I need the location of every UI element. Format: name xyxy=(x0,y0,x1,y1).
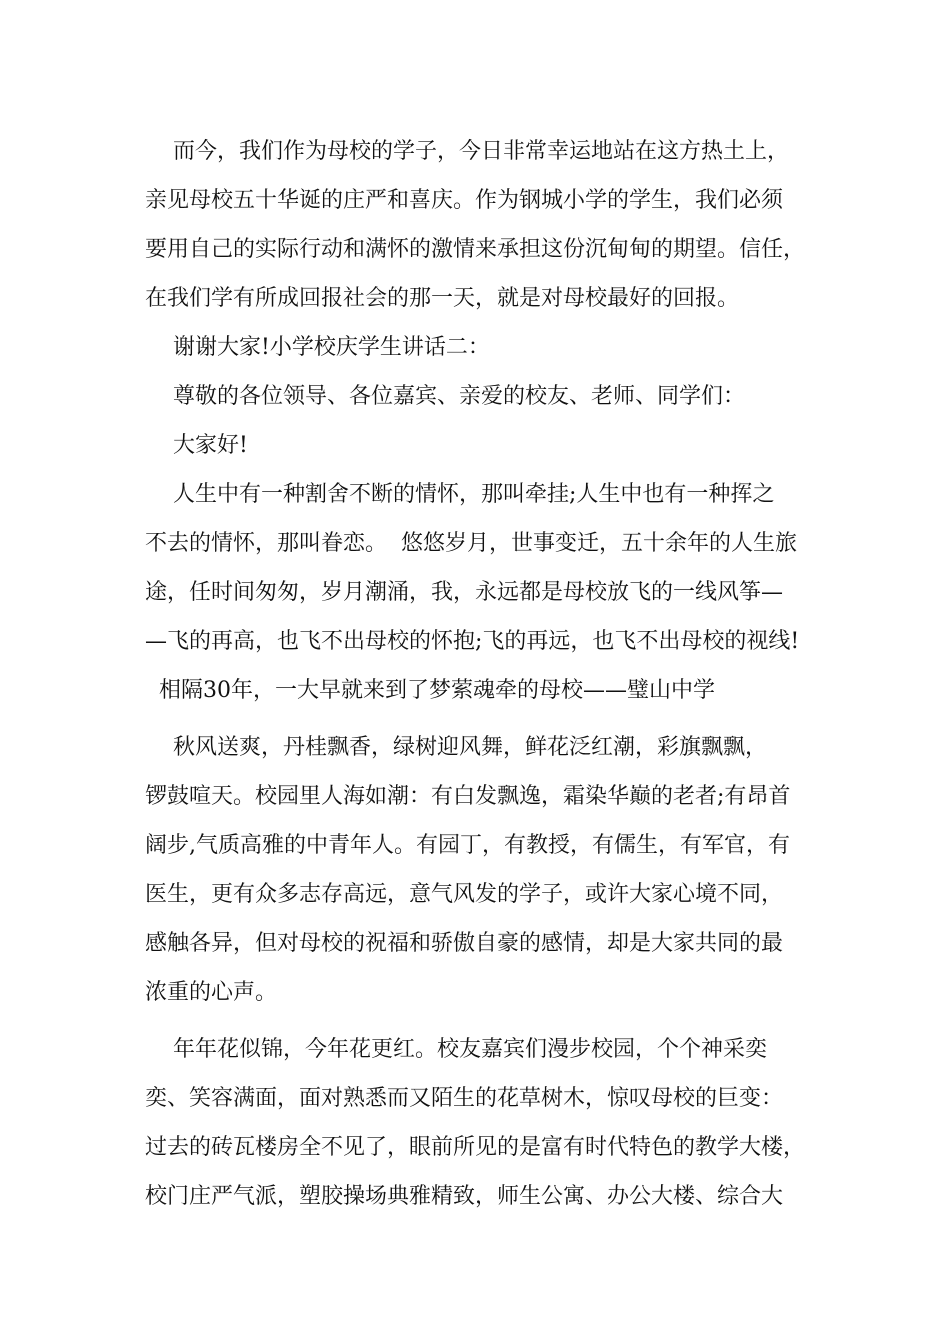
text-line: 医生，更有众多志存高远，意气风发的学子，或许大家心境不同， xyxy=(145,882,784,907)
text-line: —飞的再高，也飞不出母校的怀抱;飞的再远，也飞不出母校的视线! xyxy=(145,629,800,654)
paragraph xyxy=(145,127,835,323)
paragraph xyxy=(145,723,835,1017)
paragraph-gap xyxy=(145,1017,835,1025)
text-line: 感触各异，但对母校的祝福和骄傲自豪的感情，却是大家共同的最 xyxy=(145,931,784,956)
text-line: 浓重的心声。 xyxy=(145,980,278,1005)
text-line: 要用自己的实际行动和满怀的激情来承担这份沉甸甸的期望。信任， xyxy=(145,237,806,262)
text-line: 亲见母校五十华诞的庄严和喜庆。作为钢城小学的学生，我们必须 xyxy=(145,188,784,213)
text-line: 途，任时间匆匆，岁月潮涌，我，永远都是母校放飞的一线风筝— xyxy=(145,580,784,605)
text-line: 校门庄严气派，塑胶操场典雅精致，师生公寓、办公大楼、综合大 xyxy=(145,1184,784,1209)
paragraph xyxy=(145,1025,835,1221)
text-line: 人生中有一种割舍不断的情怀，那叫牵挂;人生中也有一种挥之 xyxy=(145,482,775,507)
paragraph xyxy=(145,323,835,715)
paragraph-gap xyxy=(145,715,835,723)
text-line: 奕、笑容满面，面对熟悉而又陌生的花草树木，惊叹母校的巨变： xyxy=(145,1086,784,1111)
text-line: 而今，我们作为母校的学子，今日非常幸运地站在这方热土上， xyxy=(145,139,789,164)
text-line: 相隔30年，一大早就来到了梦萦魂牵的母校——璧山中学 xyxy=(145,678,715,703)
document-body xyxy=(145,127,835,1221)
text-line: 谢谢大家!小学校庆学生讲话二： xyxy=(145,335,490,360)
text-line: 在我们学有所成回报社会的那一天，就是对母校最好的回报。 xyxy=(145,286,740,311)
text-line: 年年花似锦，今年花更红。校友嘉宾们漫步校园，个个神采奕 xyxy=(145,1037,767,1062)
text-line: 尊敬的各位领导、各位嘉宾、亲爱的校友、老师、同学们： xyxy=(145,384,745,409)
text-line: 秋风送爽，丹桂飘香，绿树迎风舞，鲜花泛红潮，彩旗飘飘， xyxy=(145,735,767,760)
text-line: 不去的情怀，那叫眷恋。 悠悠岁月，世事变迁，五十余年的人生旅 xyxy=(145,531,797,556)
text-line: 过去的砖瓦楼房全不见了，眼前所见的是富有时代特色的教学大楼， xyxy=(145,1135,806,1160)
text-line: 阔步,气质高雅的中青年人。有园丁，有教授，有儒生，有军官，有 xyxy=(145,833,790,858)
text-line: 锣鼓喧天。校园里人海如潮：有白发飘逸，霜染华巅的老者;有昂首 xyxy=(145,784,791,809)
text-line: 大家好! xyxy=(145,433,248,458)
